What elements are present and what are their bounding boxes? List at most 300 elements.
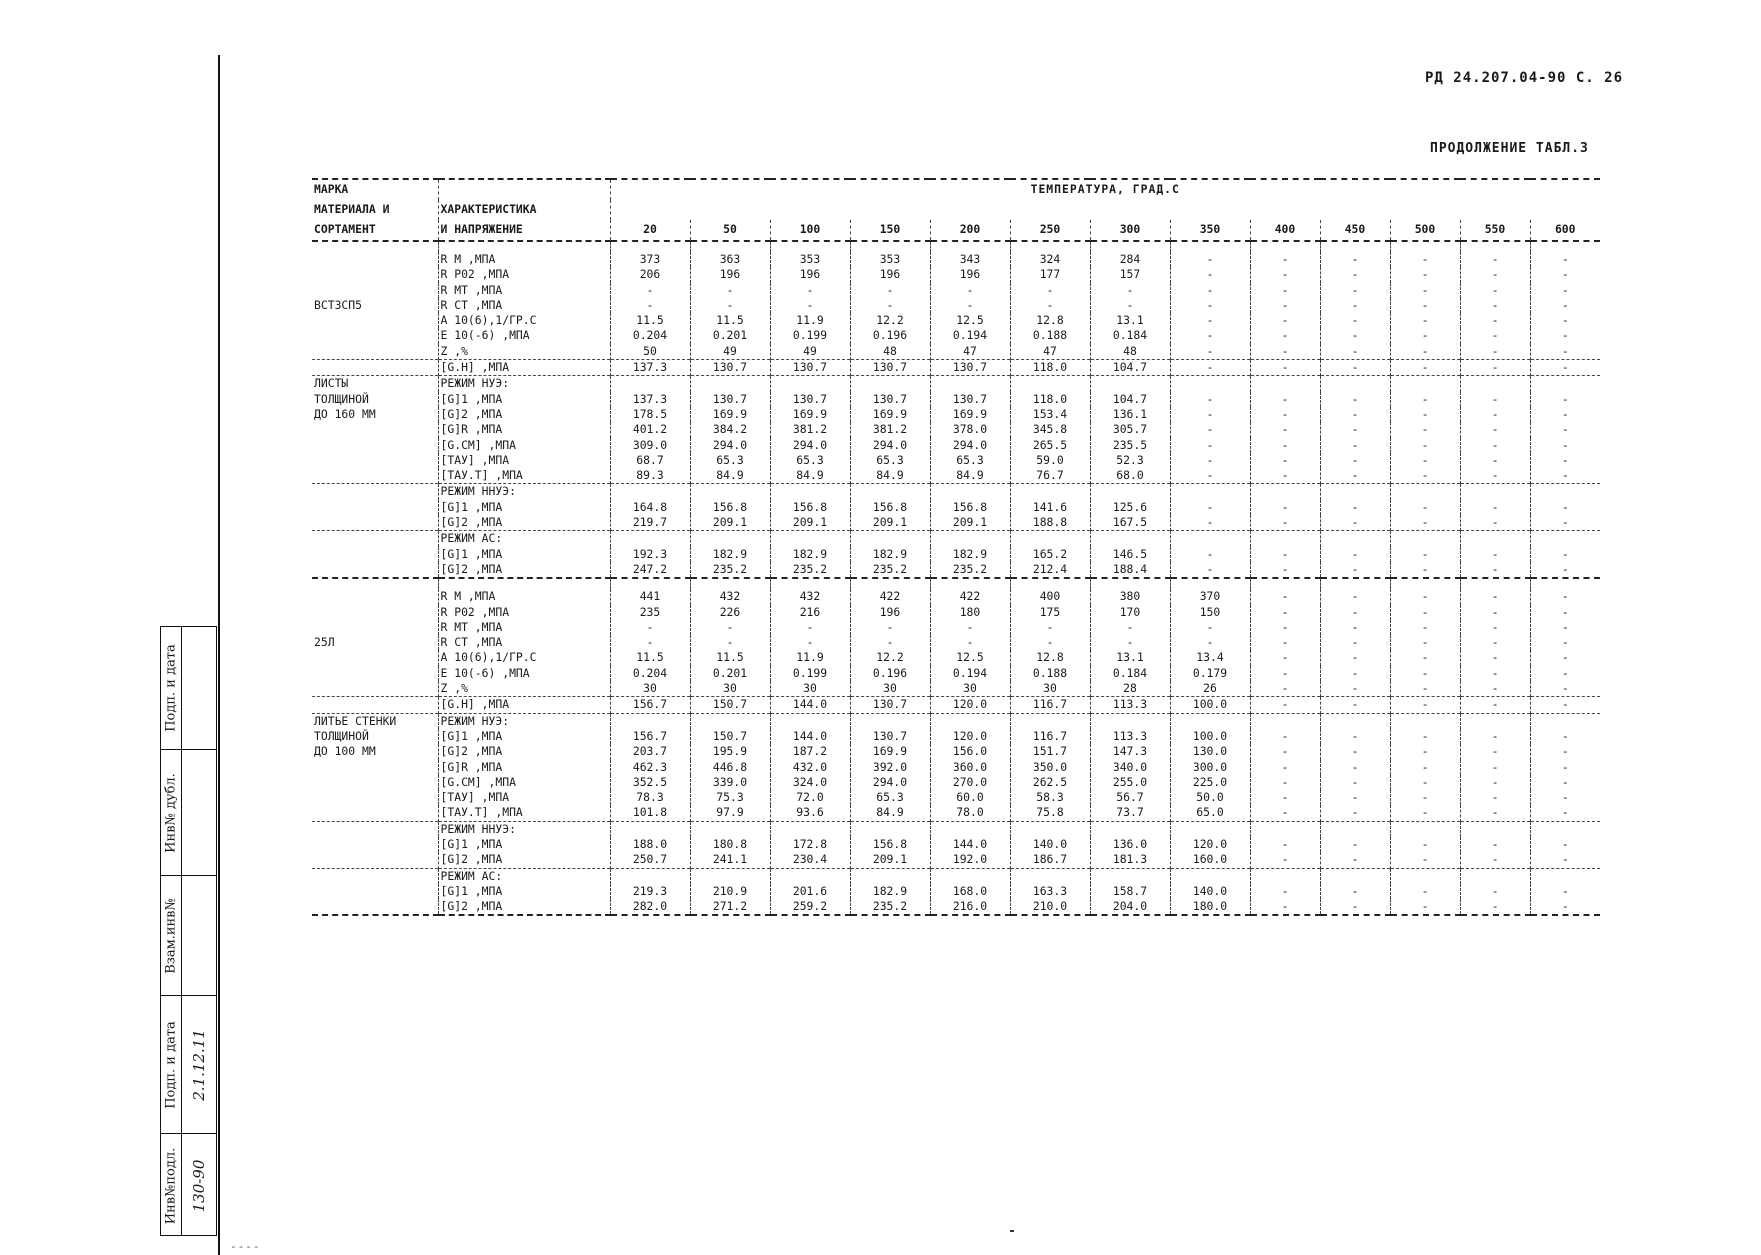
- value-cell: -: [1390, 252, 1460, 267]
- value-cell: 130.7: [930, 392, 1010, 407]
- characteristic-label: R CT ,МПА: [438, 635, 610, 650]
- value-cell: -: [1530, 453, 1600, 468]
- data-row: [312, 313, 1600, 328]
- value-cell: -: [690, 635, 770, 650]
- header-material: СОРТАМЕНТ: [312, 220, 438, 241]
- value-cell: -: [1320, 453, 1390, 468]
- value-cell: 255.0: [1090, 775, 1170, 790]
- value-cell: 136.0: [1090, 837, 1170, 852]
- spacer-cell: [1090, 241, 1170, 252]
- value-cell: -: [1530, 344, 1600, 360]
- value-cell: 65.0: [1170, 805, 1250, 821]
- material-cell: [312, 899, 438, 915]
- value-cell: [1460, 531, 1530, 547]
- value-cell: -: [1390, 852, 1460, 868]
- value-cell: [1320, 713, 1390, 729]
- value-cell: 84.9: [850, 805, 930, 821]
- value-cell: -: [1250, 635, 1320, 650]
- value-cell: -: [1320, 407, 1390, 422]
- value-cell: 294.0: [690, 438, 770, 453]
- spacer-cell: [438, 578, 610, 589]
- value-cell: -: [1460, 805, 1530, 821]
- value-cell: -: [770, 635, 850, 650]
- value-cell: -: [1170, 283, 1250, 298]
- value-cell: 160.0: [1170, 852, 1250, 868]
- value-cell: [1090, 868, 1170, 884]
- value-cell: 187.2: [770, 744, 850, 759]
- value-cell: 0.196: [850, 666, 930, 681]
- value-cell: 235: [610, 605, 690, 620]
- mode-title: РЕЖИМ НУЭ:: [438, 376, 610, 392]
- value-cell: -: [1390, 605, 1460, 620]
- value-cell: -: [1530, 438, 1600, 453]
- value-cell: -: [1460, 620, 1530, 635]
- value-cell: -: [1250, 313, 1320, 328]
- value-cell: 182.9: [850, 547, 930, 562]
- value-cell: 104.7: [1090, 360, 1170, 376]
- value-cell: -: [1530, 283, 1600, 298]
- value-cell: 104.7: [1090, 392, 1170, 407]
- value-cell: -: [1250, 392, 1320, 407]
- value-cell: -: [1320, 500, 1390, 515]
- data-row: [312, 697, 1600, 713]
- value-cell: 30: [930, 681, 1010, 697]
- value-cell: 156.8: [850, 837, 930, 852]
- spacer-cell: [312, 578, 438, 589]
- material-cell: [312, 884, 438, 899]
- characteristic-label: [G.H] ,МПА: [438, 360, 610, 376]
- characteristic-label: R P02 ,МПА: [438, 267, 610, 282]
- value-cell: 353: [770, 252, 850, 267]
- value-cell: [1090, 713, 1170, 729]
- value-cell: 146.5: [1090, 547, 1170, 562]
- mode-title: РЕЖИМ НУЭ:: [438, 713, 610, 729]
- value-cell: -: [1170, 515, 1250, 531]
- value-cell: [1320, 376, 1390, 392]
- value-cell: -: [1530, 500, 1600, 515]
- value-cell: -: [1460, 884, 1530, 899]
- material-cell: [312, 681, 438, 697]
- value-cell: 130.7: [850, 392, 930, 407]
- value-cell: 156.8: [850, 500, 930, 515]
- value-cell: -: [1170, 422, 1250, 437]
- characteristic-label: [G]2 ,МПА: [438, 515, 610, 531]
- stamp-handwriting: 130-90: [190, 1159, 208, 1212]
- material-cell: [312, 547, 438, 562]
- value-cell: -: [1530, 252, 1600, 267]
- value-cell: -: [1530, 589, 1600, 604]
- value-cell: -: [1390, 547, 1460, 562]
- spacer-cell: [1320, 578, 1390, 589]
- material-cell: [312, 252, 438, 267]
- value-cell: -: [1320, 697, 1390, 713]
- value-cell: -: [1390, 790, 1460, 805]
- value-cell: 352.5: [610, 775, 690, 790]
- value-cell: -: [610, 298, 690, 313]
- value-cell: [1460, 484, 1530, 500]
- value-cell: 188.8: [1010, 515, 1090, 531]
- spacer-cell: [1170, 578, 1250, 589]
- value-cell: -: [1390, 589, 1460, 604]
- value-cell: 78.0: [930, 805, 1010, 821]
- value-cell: 219.3: [610, 884, 690, 899]
- value-cell: 47: [930, 344, 1010, 360]
- value-cell: 75.3: [690, 790, 770, 805]
- value-cell: 65.3: [770, 453, 850, 468]
- value-cell: -: [1010, 298, 1090, 313]
- value-cell: 30: [610, 681, 690, 697]
- value-cell: 178.5: [610, 407, 690, 422]
- data-row: [312, 899, 1600, 915]
- value-cell: 12.2: [850, 313, 930, 328]
- material-cell: [312, 313, 438, 328]
- value-cell: -: [1320, 313, 1390, 328]
- value-cell: [1010, 531, 1090, 547]
- value-cell: -: [1250, 605, 1320, 620]
- material-cell: [312, 589, 438, 604]
- value-cell: 65.3: [850, 790, 930, 805]
- value-cell: 235.2: [850, 899, 930, 915]
- value-cell: [850, 484, 930, 500]
- value-cell: 65.3: [930, 453, 1010, 468]
- value-cell: 48: [1090, 344, 1170, 360]
- value-cell: 0.188: [1010, 328, 1090, 343]
- value-cell: 209.1: [690, 515, 770, 531]
- value-cell: 235.2: [930, 562, 1010, 578]
- value-cell: 401.2: [610, 422, 690, 437]
- characteristic-label: [G.CM] ,МПА: [438, 438, 610, 453]
- characteristic-label: R M ,МПА: [438, 589, 610, 604]
- value-cell: 72.0: [770, 790, 850, 805]
- characteristic-label: Z ,%: [438, 681, 610, 697]
- value-cell: -: [1250, 760, 1320, 775]
- value-cell: -: [1530, 267, 1600, 282]
- data-row: [312, 775, 1600, 790]
- mode-title: РЕЖИМ АС:: [438, 531, 610, 547]
- value-cell: -: [1460, 635, 1530, 650]
- value-cell: [690, 484, 770, 500]
- spacer-cell: [1250, 241, 1320, 252]
- value-cell: -: [850, 298, 930, 313]
- mode-title-row: [312, 821, 1600, 837]
- value-cell: -: [1460, 547, 1530, 562]
- approval-stamp: [160, 626, 217, 1236]
- value-cell: 370: [1170, 589, 1250, 604]
- value-cell: 271.2: [690, 899, 770, 915]
- value-cell: 136.1: [1090, 407, 1170, 422]
- value-cell: 156.7: [610, 729, 690, 744]
- value-cell: 0.188: [1010, 666, 1090, 681]
- data-row: [312, 605, 1600, 620]
- spacer-row: [312, 241, 1600, 252]
- value-cell: 300.0: [1170, 760, 1250, 775]
- value-cell: 84.9: [690, 468, 770, 484]
- value-cell: -: [1170, 344, 1250, 360]
- value-cell: -: [1390, 407, 1460, 422]
- table-caption: ПРОДОЛЖЕНИЕ ТАБЛ.3: [1430, 141, 1589, 156]
- material-cell: [312, 697, 438, 713]
- data-row: [312, 344, 1600, 360]
- value-cell: 12.5: [930, 650, 1010, 665]
- value-cell: -: [1320, 744, 1390, 759]
- value-cell: 324: [1010, 252, 1090, 267]
- value-cell: -: [1320, 298, 1390, 313]
- value-cell: -: [1460, 837, 1530, 852]
- value-cell: -: [1090, 283, 1170, 298]
- material-cell: [312, 620, 438, 635]
- data-row: [312, 360, 1600, 376]
- value-cell: -: [1320, 620, 1390, 635]
- value-cell: [610, 531, 690, 547]
- value-cell: -: [1250, 744, 1320, 759]
- value-cell: -: [1250, 899, 1320, 915]
- value-cell: 182.9: [930, 547, 1010, 562]
- value-cell: [930, 531, 1010, 547]
- value-cell: 209.1: [850, 852, 930, 868]
- value-cell: 235.2: [850, 562, 930, 578]
- mode-title-row: [312, 376, 1600, 392]
- value-cell: -: [1530, 775, 1600, 790]
- value-cell: 144.0: [930, 837, 1010, 852]
- header-temp-cell: 250: [1010, 220, 1090, 241]
- data-row: [312, 790, 1600, 805]
- value-cell: -: [610, 620, 690, 635]
- value-cell: -: [1250, 837, 1320, 852]
- value-cell: 150: [1170, 605, 1250, 620]
- stamp-handwriting: 2.1.12.11: [190, 1028, 208, 1101]
- value-cell: 343: [930, 252, 1010, 267]
- value-cell: -: [930, 283, 1010, 298]
- value-cell: 11.9: [770, 650, 850, 665]
- mode-title: РЕЖИМ АС:: [438, 868, 610, 884]
- value-cell: [770, 821, 850, 837]
- value-cell: [1010, 484, 1090, 500]
- header-temp-cell: 600: [1530, 220, 1600, 241]
- value-cell: -: [1250, 547, 1320, 562]
- header-row: [312, 200, 1600, 220]
- value-cell: -: [930, 635, 1010, 650]
- value-cell: 150.7: [690, 729, 770, 744]
- value-cell: 432: [770, 589, 850, 604]
- value-cell: -: [1460, 407, 1530, 422]
- header-temp-cell: 550: [1460, 220, 1530, 241]
- value-cell: -: [1250, 562, 1320, 578]
- value-cell: -: [1320, 515, 1390, 531]
- value-cell: -: [1530, 884, 1600, 899]
- value-cell: 235.2: [690, 562, 770, 578]
- data-row: [312, 620, 1600, 635]
- value-cell: [690, 868, 770, 884]
- value-cell: 130.7: [850, 729, 930, 744]
- value-cell: -: [1530, 620, 1600, 635]
- data-row: [312, 589, 1600, 604]
- value-cell: 181.3: [1090, 852, 1170, 868]
- value-cell: -: [1460, 589, 1530, 604]
- value-cell: -: [1170, 313, 1250, 328]
- value-cell: -: [1390, 760, 1460, 775]
- value-cell: [690, 531, 770, 547]
- mode-title: РЕЖИМ ННУЭ:: [438, 484, 610, 500]
- mode-title-row: [312, 713, 1600, 729]
- value-cell: -: [1250, 589, 1320, 604]
- material-cell: [312, 453, 438, 468]
- value-cell: -: [1320, 392, 1390, 407]
- stamp-label: Взам.инв№: [163, 897, 179, 974]
- value-cell: -: [1460, 650, 1530, 665]
- value-cell: -: [1530, 392, 1600, 407]
- value-cell: 209.1: [850, 515, 930, 531]
- value-cell: -: [1460, 500, 1530, 515]
- value-cell: -: [1250, 790, 1320, 805]
- data-row: [312, 298, 1600, 313]
- value-cell: [1250, 531, 1320, 547]
- header-material: МАТЕРИАЛА И: [314, 202, 390, 217]
- spacer-cell: [610, 578, 690, 589]
- characteristic-label: [G]2 ,МПА: [438, 407, 610, 422]
- value-cell: -: [1530, 899, 1600, 915]
- characteristic-label: [G]1 ,МПА: [438, 837, 610, 852]
- value-cell: -: [1390, 620, 1460, 635]
- spacer-cell: [770, 578, 850, 589]
- document-code: РД 24.207.04-90 С. 26: [1425, 70, 1624, 86]
- value-cell: 11.5: [690, 650, 770, 665]
- value-cell: -: [1250, 328, 1320, 343]
- spacer-cell: [930, 578, 1010, 589]
- value-cell: -: [1390, 650, 1460, 665]
- value-cell: -: [1530, 515, 1600, 531]
- data-row: [312, 681, 1600, 697]
- value-cell: 196: [690, 267, 770, 282]
- characteristic-label: [G]1 ,МПА: [438, 500, 610, 515]
- value-cell: 65.3: [690, 453, 770, 468]
- value-cell: 158.7: [1090, 884, 1170, 899]
- value-cell: 101.8: [610, 805, 690, 821]
- value-cell: -: [1530, 407, 1600, 422]
- value-cell: [1170, 713, 1250, 729]
- value-cell: -: [1090, 635, 1170, 650]
- value-cell: 59.0: [1010, 453, 1090, 468]
- value-cell: -: [1320, 360, 1390, 376]
- value-cell: -: [1390, 775, 1460, 790]
- value-cell: 216.0: [930, 899, 1010, 915]
- value-cell: [1090, 821, 1170, 837]
- value-cell: 169.9: [690, 407, 770, 422]
- value-cell: -: [1460, 562, 1530, 578]
- value-cell: -: [1390, 515, 1460, 531]
- value-cell: [850, 376, 930, 392]
- value-cell: 130.7: [690, 392, 770, 407]
- value-cell: 270.0: [930, 775, 1010, 790]
- value-cell: -: [1250, 500, 1320, 515]
- value-cell: -: [1390, 298, 1460, 313]
- stamp-cell-dup-inventory: [161, 749, 216, 875]
- data-row: [312, 744, 1600, 759]
- value-cell: -: [1250, 650, 1320, 665]
- value-cell: -: [1170, 620, 1250, 635]
- value-cell: [1170, 868, 1250, 884]
- value-cell: -: [1530, 650, 1600, 665]
- material-cell: [312, 360, 438, 376]
- characteristic-label: [ТАУ] ,МПА: [438, 790, 610, 805]
- value-cell: [850, 821, 930, 837]
- value-cell: 216: [770, 605, 850, 620]
- value-cell: 432.0: [770, 760, 850, 775]
- value-cell: 182.9: [770, 547, 850, 562]
- value-cell: [1530, 821, 1600, 837]
- value-cell: 11.9: [770, 313, 850, 328]
- value-cell: 84.9: [770, 468, 850, 484]
- value-cell: [930, 376, 1010, 392]
- value-cell: [610, 376, 690, 392]
- value-cell: -: [1320, 252, 1390, 267]
- material-cell: [312, 468, 438, 484]
- spacer-cell: [1320, 241, 1390, 252]
- stamp-label: Подп. и дата: [163, 644, 179, 732]
- value-cell: -: [1250, 729, 1320, 744]
- value-cell: -: [1530, 328, 1600, 343]
- value-cell: -: [1250, 407, 1320, 422]
- value-cell: 360.0: [930, 760, 1010, 775]
- value-cell: -: [690, 620, 770, 635]
- value-cell: -: [1250, 267, 1320, 282]
- spacer-cell: [1460, 578, 1530, 589]
- spacer-cell: [1530, 578, 1600, 589]
- value-cell: -: [1250, 775, 1320, 790]
- value-cell: 130.0: [1170, 744, 1250, 759]
- spacer-cell: [1390, 578, 1460, 589]
- value-cell: 204.0: [1090, 899, 1170, 915]
- value-cell: -: [690, 298, 770, 313]
- value-cell: 235.5: [1090, 438, 1170, 453]
- material-cell: [312, 438, 438, 453]
- value-cell: 0.199: [770, 666, 850, 681]
- value-cell: 52.3: [1090, 453, 1170, 468]
- value-cell: 11.5: [690, 313, 770, 328]
- value-cell: -: [1390, 328, 1460, 343]
- value-cell: 170: [1090, 605, 1170, 620]
- value-cell: [1010, 821, 1090, 837]
- value-cell: -: [1170, 635, 1250, 650]
- value-cell: -: [1250, 453, 1320, 468]
- value-cell: -: [770, 298, 850, 313]
- spacer-cell: [1170, 241, 1250, 252]
- value-cell: -: [1390, 899, 1460, 915]
- value-cell: 282.0: [610, 899, 690, 915]
- material-cell: [312, 837, 438, 852]
- value-cell: 48: [850, 344, 930, 360]
- material-cell: [312, 760, 438, 775]
- value-cell: -: [930, 298, 1010, 313]
- value-cell: 56.7: [1090, 790, 1170, 805]
- material-cell: [312, 328, 438, 343]
- material-properties-table: [312, 178, 1600, 916]
- value-cell: -: [1320, 790, 1390, 805]
- value-cell: -: [1320, 899, 1390, 915]
- value-cell: -: [1530, 729, 1600, 744]
- value-cell: -: [770, 283, 850, 298]
- value-cell: [1170, 484, 1250, 500]
- value-cell: [1010, 713, 1090, 729]
- data-row: [312, 468, 1600, 484]
- material-cell: ДО 160 ММ: [314, 406, 376, 421]
- value-cell: 177: [1010, 267, 1090, 282]
- header-temp-cell: 300: [1090, 220, 1170, 241]
- value-cell: 125.6: [1090, 500, 1170, 515]
- value-cell: [690, 376, 770, 392]
- value-cell: 13.1: [1090, 650, 1170, 665]
- value-cell: 373: [610, 252, 690, 267]
- characteristic-label: [G]2 ,МПА: [438, 852, 610, 868]
